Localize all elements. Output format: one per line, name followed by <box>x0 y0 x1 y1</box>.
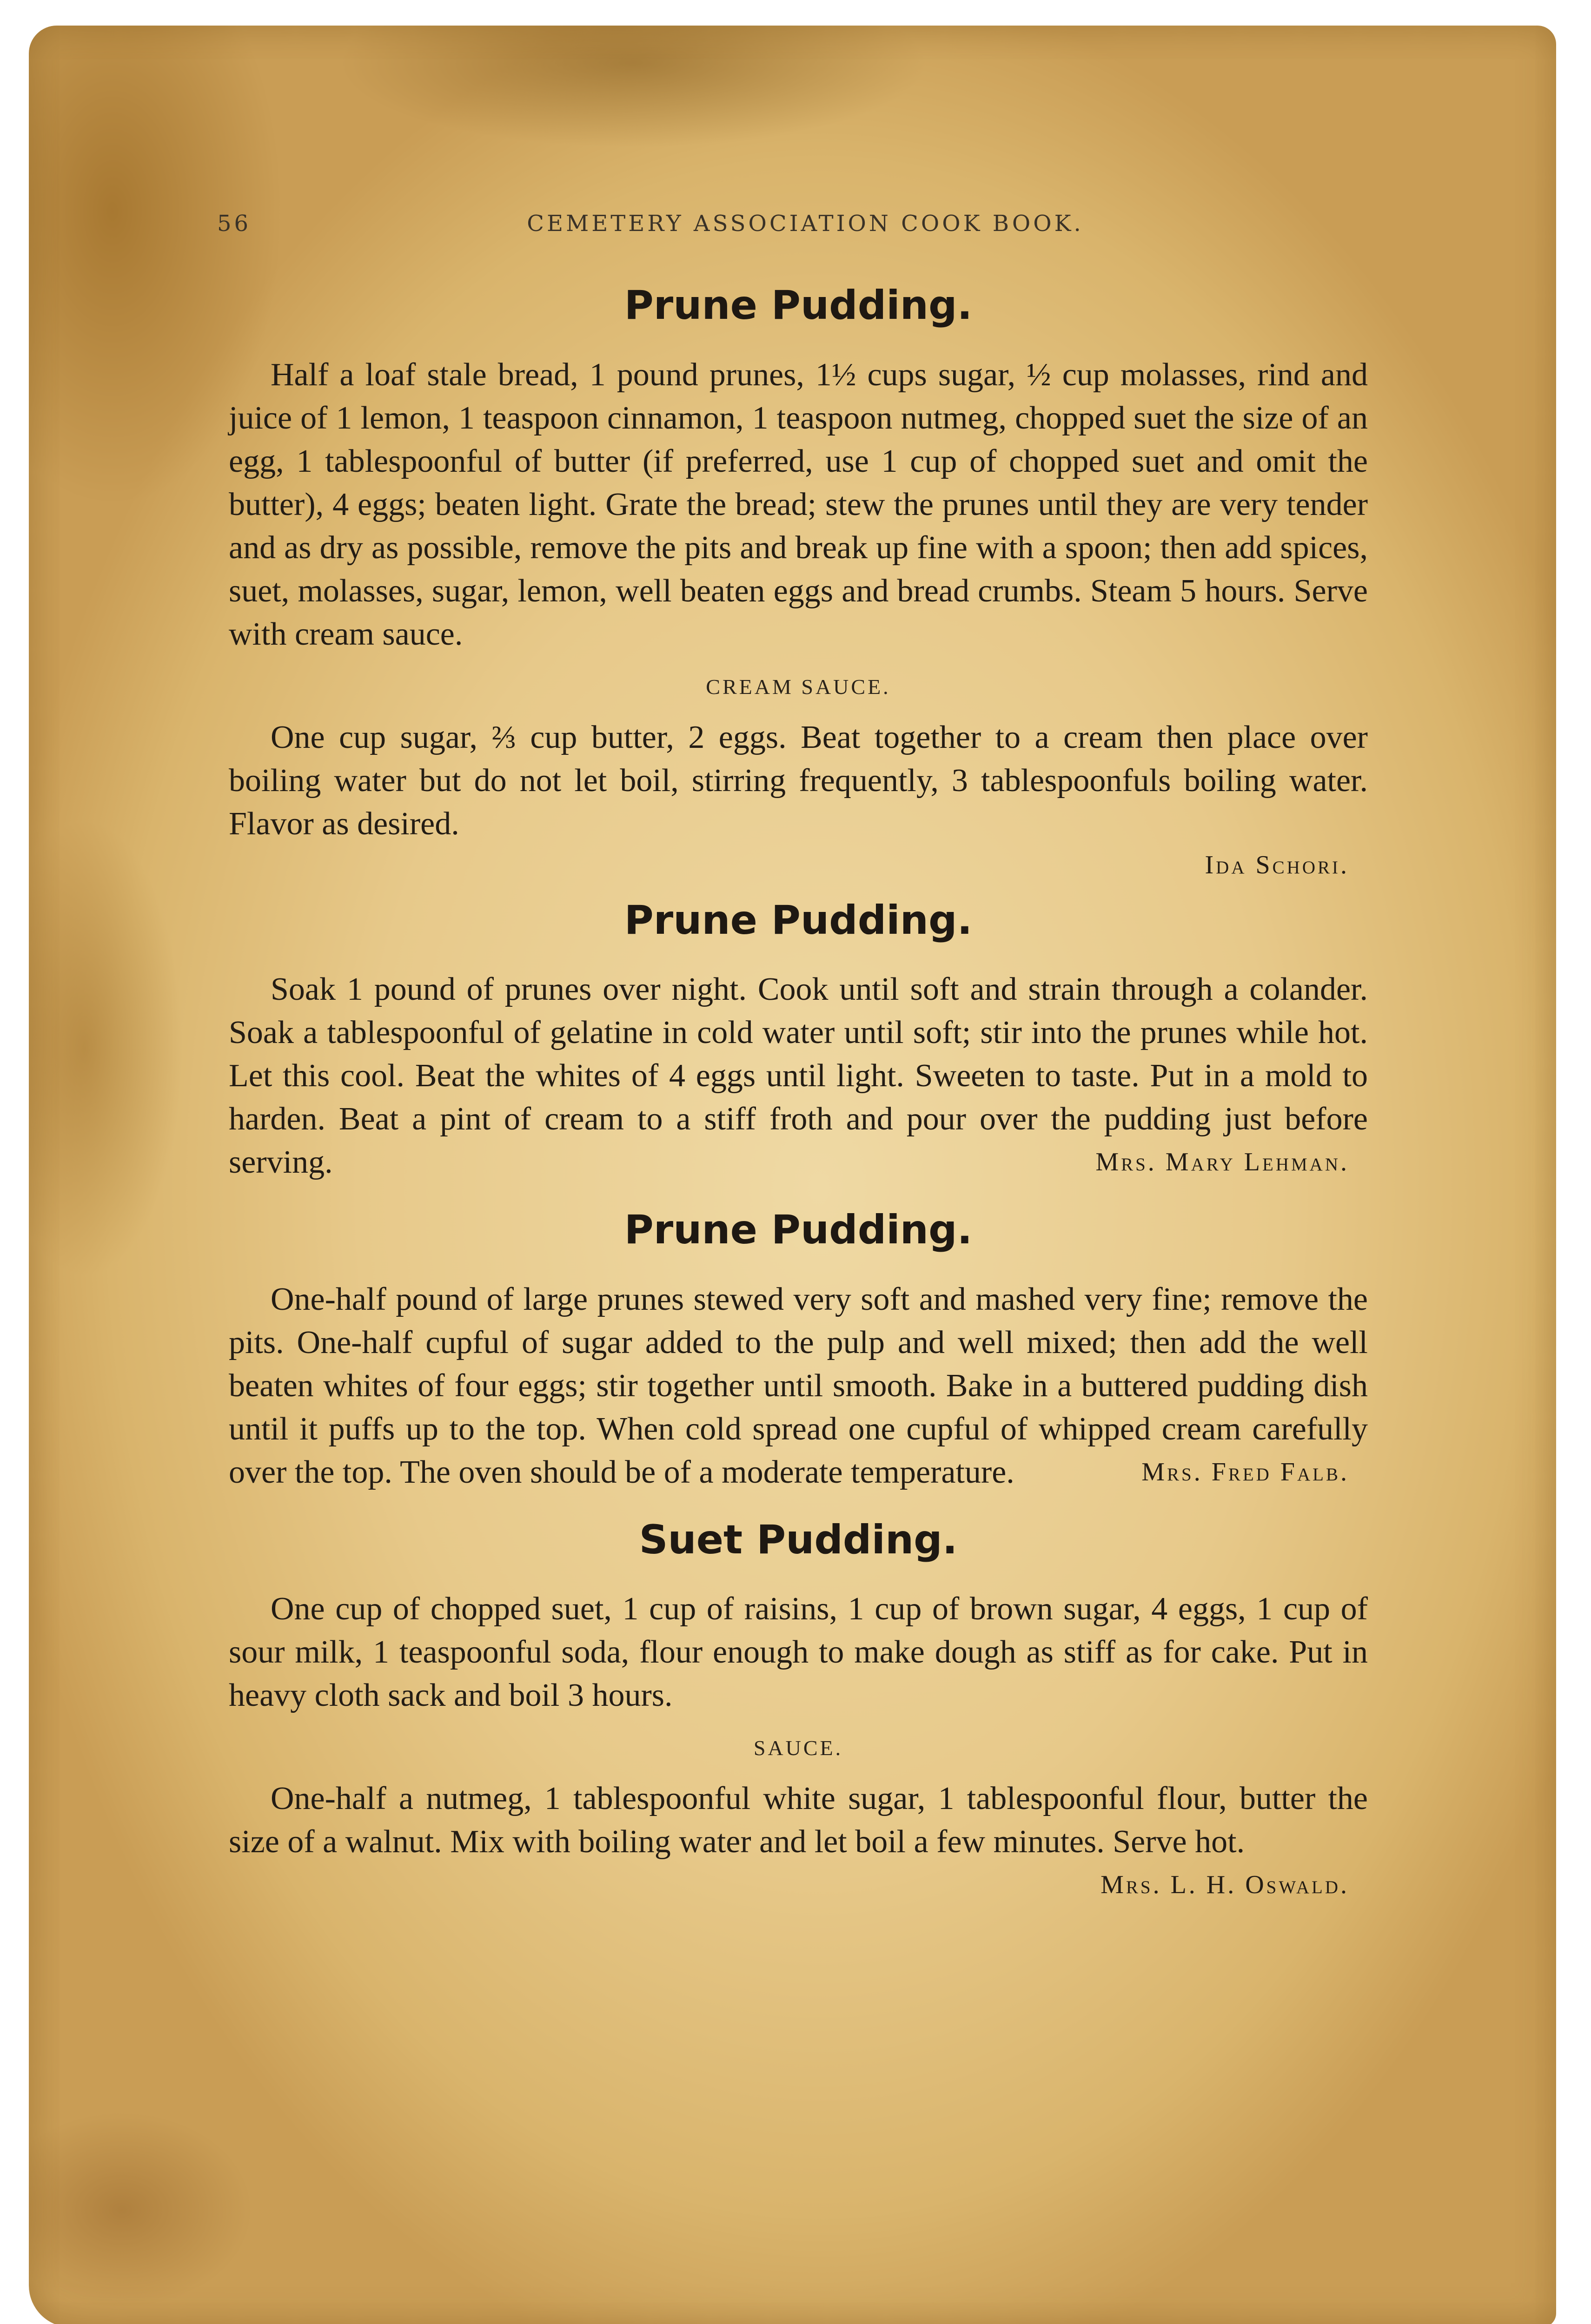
recipe-prune-pudding-3 <box>229 1208 1368 1494</box>
recipe-suet-pudding <box>229 1516 1368 1900</box>
recipe-title: Prune Pudding. <box>624 897 973 944</box>
sauce-title: SAUCE. <box>753 1736 843 1760</box>
recipe-author: Ida Schori. <box>1205 850 1349 879</box>
recipe-body <box>229 968 1368 1184</box>
running-title: CEMETERY ASSOCIATION COOK BOOK. <box>527 211 1084 237</box>
recipe-title: Prune Pudding. <box>624 282 973 329</box>
recipe-prune-pudding-2 <box>229 898 1368 1184</box>
recipe-prune-pudding-1 <box>229 284 1368 880</box>
recipe-body: Half a loaf stale bread, 1 pound prunes, 1½ cups sugar, ½ cup molasses, rind and juice of 1 lemon, 1 teaspoon cinnamon, 1 teaspoon nutmeg, chopped suet the size of an egg, 1 tablespoonful of butter (if preferred, use 1 cup of chopped suet and omit the butter), 4 eggs; beaten light. Grate the bread; stew the prunes until they are very tender and as dry as possible, remove the pits and break up fine with a spoon; then add spices, suet, molasses, sugar, lemon, well beaten eggs and bread crumbs. Steam 5 hours. Serve with cream sauce. <box>229 357 1368 652</box>
recipe-title: Suet Pudding. <box>639 1516 958 1563</box>
recipe-body: One cup of chopped suet, 1 cup of raisins, 1 cup of brown sugar, 4 eggs, 1 cup of sour milk, 1 teaspoonful soda, flour enough to make dough as stiff as for cake. Put in heavy cloth sack and boil 3 hours. <box>229 1591 1368 1714</box>
recipe-title: Prune Pudding. <box>624 1207 973 1254</box>
recipe-author: Mrs. Fred Falb. <box>1141 1457 1349 1486</box>
sauce-body: One cup sugar, ⅔ cup butter, 2 eggs. Beat together to a cream then place over boiling water but do not let boil, stirring frequently, 3 tablespoonfuls boiling water. Flavor as desired. <box>229 719 1368 842</box>
recipe-author: Mrs. L. H. Oswald. <box>1100 1870 1349 1900</box>
page-content <box>229 284 1368 1907</box>
page-header <box>29 211 1556 248</box>
page-number: 56 <box>217 211 252 237</box>
recipe-author: Mrs. Mary Lehman. <box>1095 1148 1349 1177</box>
recipe-body <box>229 1278 1368 1494</box>
book-page <box>29 26 1556 2324</box>
sauce-body-text: One-half a nutmeg, 1 tablespoonful white sugar, 1 tablespoonful flour, butter the size of a walnut. Mix with boiling water and let boil a few minutes. Serve hot. <box>229 1781 1368 1860</box>
sauce-body <box>229 1777 1368 1900</box>
recipe-body-text: Soak 1 pound of prunes over night. Cook until soft and strain through a colander. Soak a tablespoonful of gelatine in cold water until soft; stir into the prunes while hot. Let this cool. Beat the whites of 4 eggs until light. Sweeten to taste. Put in a mold to harden. Beat a pint of cream to a stiff froth and pour over the pudding just before serving. <box>229 971 1368 1181</box>
recipe-body-text: One-half pound of large prunes stewed very soft and mashed very fine; remove the pits. One-half cupful of sugar added to the pulp and well mixed; then add the well beaten whites of four eggs; stir together until smooth. Bake in a buttered pudding dish until it puffs up to the top. When cold spread one cupful of whipped cream carefully over the top. The oven should be of a moderate temperature. <box>229 1281 1368 1490</box>
sauce-title: CREAM SAUCE. <box>706 674 891 699</box>
